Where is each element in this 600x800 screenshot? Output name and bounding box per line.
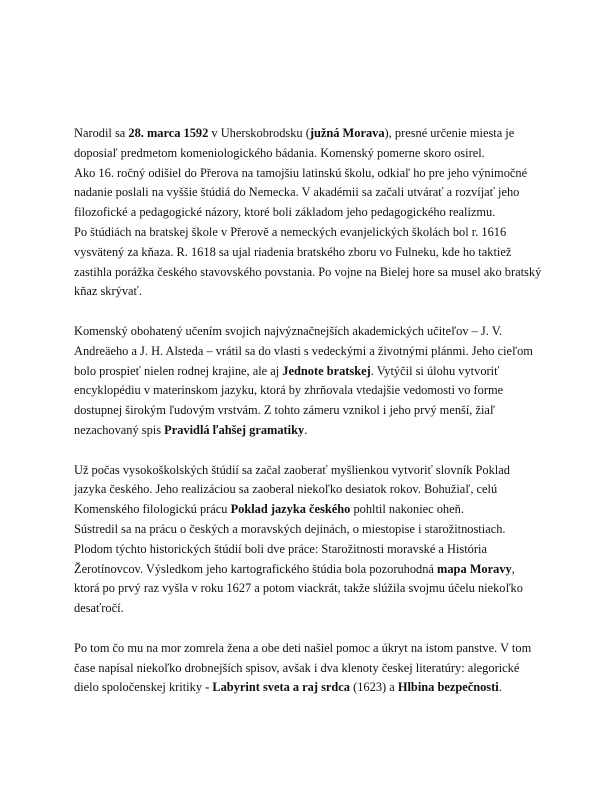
text-line — [74, 381, 534, 401]
paragraph-return — [74, 322, 534, 441]
text-line — [74, 461, 534, 481]
text-run: jazyka českého. Jeho realizáciou sa zaoberal niekoľko desiatok rokov. Bohužiaľ, celú — [74, 482, 498, 497]
paragraph-birth — [74, 124, 542, 302]
text-line — [74, 500, 534, 520]
bold-text: 28. marca 1592 — [128, 126, 209, 140]
paragraph-dictionary — [74, 461, 534, 619]
text-run: . — [498, 680, 502, 695]
text-run: Andreäeho a J. H. Alsteda – vrátil sa do vlasti s vedeckými a životnými plánmi. Jeho cieľom — [74, 343, 533, 358]
text-run: v Uherskobrodsku ( — [208, 126, 310, 140]
text-run: dostupnej širokým ľudovým vrstvám. Z tohto zámeru vznikol i jeho prvý menší, žiaľ — [74, 403, 495, 418]
text-line — [74, 164, 534, 184]
text-line — [74, 520, 534, 540]
text-run: Narodil sa — [74, 126, 129, 140]
text-line — [74, 579, 534, 599]
text-run: Plodom týchto historických štúdií boli dve práce: Starožitnosti moravské a História — [74, 541, 487, 556]
text-run: bolo prospieť nielen rodnej krajine, ale aj — [74, 363, 283, 378]
bold-text: Poklad jazyka českého — [230, 502, 351, 517]
text-run: . Vytýčil si úlohu vytvoriť — [370, 363, 500, 378]
bold-text: Pravidlá ľahšej gramatiky — [164, 422, 305, 437]
text-run: Sústredil sa na prácu o českých a moravských dejinách, o miestopise i starožitnostiach. — [74, 521, 506, 536]
text-line — [74, 282, 534, 302]
text-run: nezachovaný spis — [74, 422, 165, 437]
text-line — [74, 203, 534, 223]
text-line — [74, 223, 534, 243]
bold-text: južná Morava — [309, 126, 385, 140]
text-line — [74, 183, 534, 203]
text-line — [74, 599, 534, 619]
text-run: encyklopédiu v materinskom jazyku, ktorá by zhrňovala vtedajšie vedomosti vo forme — [74, 383, 504, 398]
text-run: pohltil nakoniec oheň. — [350, 502, 464, 517]
text-run: Komenský obohatený učením svojich najvýznačnejších akademických učiteľov – J. V. — [74, 323, 503, 338]
text-line — [74, 678, 534, 698]
text-run: Po štúdiách na bratskej škole v Přerově a nemeckých evanjelických školách bol r. 1616 — [74, 224, 507, 239]
text-line — [74, 659, 534, 679]
bold-text: Jednote bratskej — [282, 363, 371, 378]
text-run: čase napísal niekoľko drobnejších spisov, avšak i dva klenoty českej literatúry: alegorické — [74, 660, 520, 675]
text-line — [74, 362, 534, 382]
text-run: zastihla porážka českého stavovského povstania. Po vojne na Bielej hore sa musel ako bratský — [74, 264, 542, 279]
paragraph-refuge — [74, 639, 534, 698]
text-line — [74, 540, 534, 560]
text-line — [74, 243, 534, 263]
text-run: Žerotínovcov. Výsledkom jeho kartografického štúdia bola pozoruhodná — [74, 561, 438, 576]
text-line — [74, 144, 534, 164]
text-run: Komenského filologickú prácu — [74, 502, 231, 517]
text-run: ), presné určenie miesta je — [384, 126, 515, 140]
text-run: Ako 16. ročný odišiel do Přerova na tamojšiu latinskú školu, odkiaľ ho pre jeho výnimočné — [74, 165, 528, 180]
text-line — [74, 342, 534, 362]
document-body — [74, 124, 542, 718]
text-run: Už počas vysokoškolských štúdií sa začal zaoberať myšlienkou vytvoriť slovník Poklad — [74, 462, 510, 477]
text-line — [74, 263, 542, 283]
bold-text: Hlbina bezpečnosti — [397, 680, 499, 695]
text-line — [74, 480, 534, 500]
text-line — [74, 401, 534, 421]
text-line — [74, 322, 534, 342]
text-run: dielo spoločenskej kritiky — [74, 680, 206, 695]
text-run: doposiaľ predmetom komeniologického bádania. Komenský pomerne skoro osirel. — [74, 145, 485, 160]
bold-text: - Labyrint sveta a raj srdca — [205, 680, 351, 695]
text-run: (1623) a — [350, 680, 398, 695]
text-run: desaťročí. — [74, 601, 124, 616]
text-run: filozofické a pedagogické názory, ktoré boli základom jeho pedagogického realizmu. — [74, 205, 496, 220]
text-run: nadanie poslali na vyššie štúdiá do Nemecka. V akadémii sa začali utvárať a rozvíjať jeho — [74, 185, 520, 200]
text-run: , — [511, 561, 515, 576]
text-run: vysvätený za kňaza. R. 1618 sa ujal riadenia bratského zboru vo Fulneku, kde ho taktiež — [74, 244, 512, 259]
text-line — [74, 124, 534, 144]
text-line — [74, 421, 534, 441]
text-line — [74, 639, 534, 659]
text-run: . — [304, 422, 308, 437]
text-run: ktorá po prvý raz vyšla v roku 1627 a potom viackrát, takže slúžila svojmu účelu niekoľko — [74, 581, 523, 596]
bold-text: mapa Moravy — [437, 561, 512, 576]
text-run: kňaz skrývať. — [74, 284, 142, 299]
text-line — [74, 560, 534, 580]
text-run: Po tom čo mu na mor zomrela žena a obe deti našiel pomoc a úkryt na istom panstve. V tom — [74, 640, 532, 655]
